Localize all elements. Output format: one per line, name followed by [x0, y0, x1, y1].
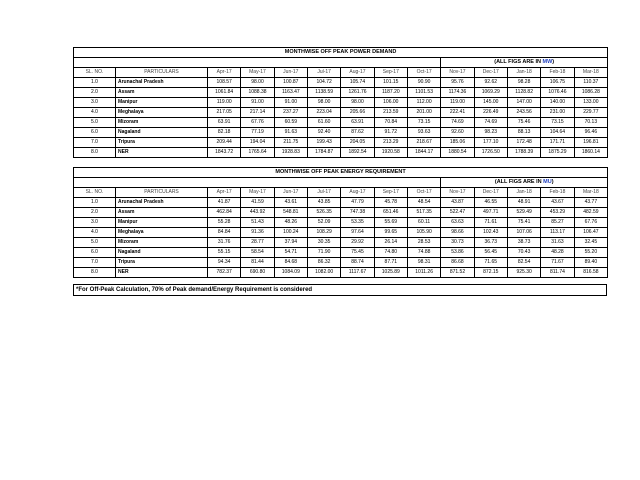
header-sl-no: SL. NO. — [74, 188, 116, 198]
header-month: Mar-18 — [574, 188, 608, 198]
units-suffix: ) — [551, 179, 554, 185]
value-cell: 147.00 — [507, 98, 540, 108]
sl-no-cell: 2.0 — [74, 88, 116, 98]
value-cell: 48.28 — [541, 248, 574, 258]
value-cell: 55.69 — [374, 218, 407, 228]
table-title: MONTHWISE OFF PEAK ENERGY REQUIREMENT — [74, 168, 608, 178]
value-cell: 213.29 — [374, 138, 407, 148]
table-row — [74, 218, 608, 228]
header-sl-no: SL. NO. — [74, 68, 116, 78]
value-cell: 55.28 — [208, 218, 241, 228]
value-cell: 92.62 — [474, 78, 507, 88]
table-row — [74, 248, 608, 258]
value-cell: 86.68 — [441, 258, 474, 268]
header-month: Jun-17 — [274, 188, 307, 198]
value-cell: 517.35 — [407, 208, 440, 218]
header-month: Feb-18 — [541, 68, 574, 78]
value-cell: 108.57 — [208, 78, 241, 88]
sl-no-cell: 3.0 — [74, 218, 116, 228]
value-cell: 53.86 — [441, 248, 474, 258]
header-month: Apr-17 — [208, 188, 241, 198]
value-cell: 60.11 — [407, 218, 440, 228]
value-cell: 213.59 — [374, 108, 407, 118]
sl-no-cell: 4.0 — [74, 108, 116, 118]
value-cell: 185.06 — [441, 138, 474, 148]
value-cell: 91.63 — [274, 128, 307, 138]
value-cell: 1128.82 — [507, 88, 540, 98]
value-cell: 54.71 — [274, 248, 307, 258]
value-cell: 43.67 — [541, 198, 574, 208]
value-cell: 71.65 — [474, 258, 507, 268]
header-month: Jun-17 — [274, 68, 307, 78]
header-month: Jan-18 — [507, 188, 540, 198]
value-cell: 30.35 — [307, 238, 340, 248]
sl-no-cell: 4.0 — [74, 228, 116, 238]
value-cell: 1086.28 — [574, 88, 607, 98]
value-cell: 74.80 — [374, 248, 407, 258]
state-name-cell: Arunachal Pradesh — [116, 78, 208, 88]
value-cell: 526.35 — [307, 208, 340, 218]
units-value: MU — [543, 179, 552, 185]
value-cell: 1892.54 — [341, 148, 374, 158]
table-row — [74, 198, 608, 208]
value-cell: 651.46 — [374, 208, 407, 218]
value-cell: 119.00 — [208, 98, 241, 108]
value-cell: 1069.29 — [474, 88, 507, 98]
value-cell: 171.71 — [541, 138, 574, 148]
value-cell: 73.15 — [407, 118, 440, 128]
value-cell: 99.65 — [374, 228, 407, 238]
off-peak-power-demand-table — [73, 47, 608, 158]
header-month: Dec-17 — [474, 68, 507, 78]
value-cell: 48.54 — [407, 198, 440, 208]
value-cell: 85.27 — [541, 218, 574, 228]
header-particulars: PARTICULARS — [116, 68, 208, 78]
value-cell: 105.74 — [341, 78, 374, 88]
value-cell: 104.64 — [541, 128, 574, 138]
value-cell: 90.90 — [407, 78, 440, 88]
header-month: Sep-17 — [374, 188, 407, 198]
value-cell: 91.72 — [374, 128, 407, 138]
value-cell: 102.43 — [474, 228, 507, 238]
value-cell: 86.32 — [307, 258, 340, 268]
value-cell: 41.87 — [208, 198, 241, 208]
table-row — [74, 98, 608, 108]
value-cell: 87.62 — [341, 128, 374, 138]
value-cell: 243.56 — [507, 108, 540, 118]
value-cell: 1844.17 — [407, 148, 440, 158]
value-cell: 925.30 — [507, 268, 540, 278]
value-cell: 37.94 — [274, 238, 307, 248]
value-cell: 816.58 — [574, 268, 608, 278]
state-name-cell: Mizoram — [116, 118, 208, 128]
table-row — [74, 118, 608, 128]
units-spacer — [74, 58, 441, 68]
value-cell: 690.80 — [241, 268, 274, 278]
value-cell: 231.00 — [541, 108, 574, 118]
value-cell: 782.37 — [208, 268, 241, 278]
state-name-cell: Arunachal Pradesh — [116, 198, 208, 208]
value-cell: 1025.89 — [374, 268, 407, 278]
value-cell: 31.63 — [541, 238, 574, 248]
value-cell: 209.44 — [208, 138, 241, 148]
value-cell: 1187.20 — [374, 88, 407, 98]
sl-no-cell: 7.0 — [74, 138, 116, 148]
value-cell: 71.90 — [307, 248, 340, 258]
value-cell: 96.46 — [574, 128, 607, 138]
value-cell: 119.00 — [441, 98, 474, 108]
table-row — [74, 268, 608, 278]
header-month: May-17 — [241, 68, 274, 78]
value-cell: 1784.87 — [307, 148, 340, 158]
value-cell: 95.76 — [441, 78, 474, 88]
value-cell: 237.27 — [274, 108, 307, 118]
value-cell: 196.81 — [574, 138, 607, 148]
column-header-row — [74, 68, 608, 78]
value-cell: 872.15 — [474, 268, 507, 278]
value-cell: 105.90 — [407, 228, 440, 238]
value-cell: 443.92 — [241, 208, 274, 218]
table-row — [74, 148, 608, 158]
value-cell: 60.59 — [274, 118, 307, 128]
state-name-cell: Nagaland — [116, 128, 208, 138]
value-cell: 41.59 — [241, 198, 274, 208]
header-particulars: PARTICULARS — [116, 188, 208, 198]
value-cell: 223.04 — [307, 108, 340, 118]
value-cell: 93.63 — [407, 128, 440, 138]
value-cell: 98.23 — [474, 128, 507, 138]
value-cell: 462.84 — [208, 208, 241, 218]
value-cell: 51.43 — [241, 218, 274, 228]
value-cell: 112.00 — [407, 98, 440, 108]
value-cell: 87.71 — [374, 258, 407, 268]
sl-no-cell: 3.0 — [74, 98, 116, 108]
table-row — [74, 78, 608, 88]
value-cell: 48.91 — [507, 198, 540, 208]
value-cell: 205.66 — [341, 108, 374, 118]
value-cell: 529.49 — [507, 208, 540, 218]
value-cell: 172.48 — [507, 138, 540, 148]
value-cell: 70.13 — [574, 118, 607, 128]
header-month: Jul-17 — [307, 188, 340, 198]
value-cell: 77.19 — [241, 128, 274, 138]
value-cell: 82.18 — [208, 128, 241, 138]
value-cell: 453.29 — [541, 208, 574, 218]
state-name-cell: Meghalaya — [116, 108, 208, 118]
header-month: Jul-17 — [307, 68, 340, 78]
value-cell: 31.76 — [208, 238, 241, 248]
value-cell: 56.45 — [474, 248, 507, 258]
value-cell: 747.38 — [341, 208, 374, 218]
value-cell: 98.00 — [307, 98, 340, 108]
value-cell: 218.67 — [407, 138, 440, 148]
value-cell: 194.04 — [241, 138, 274, 148]
sl-no-cell: 6.0 — [74, 248, 116, 258]
value-cell: 55.15 — [208, 248, 241, 258]
table-title: MONTHWISE OFF PEAK POWER DEMAND — [74, 48, 608, 58]
value-cell: 1843.72 — [208, 148, 241, 158]
units-note — [441, 178, 608, 188]
sl-no-cell: 1.0 — [74, 198, 116, 208]
value-cell: 140.00 — [541, 98, 574, 108]
value-cell: 1061.84 — [208, 88, 241, 98]
value-cell: 1088.38 — [241, 88, 274, 98]
state-name-cell: NER — [116, 268, 208, 278]
value-cell: 222.41 — [441, 108, 474, 118]
value-cell: 229.77 — [574, 108, 607, 118]
units-prefix: (ALL FIGS ARE IN — [494, 179, 544, 185]
header-month: Dec-17 — [474, 188, 507, 198]
value-cell: 145.00 — [474, 98, 507, 108]
value-cell: 43.61 — [274, 198, 307, 208]
state-name-cell: Tripura — [116, 138, 208, 148]
value-cell: 74.88 — [407, 248, 440, 258]
value-cell: 1117.67 — [341, 268, 374, 278]
value-cell: 201.00 — [407, 108, 440, 118]
units-suffix: ) — [552, 59, 555, 65]
sl-no-cell: 7.0 — [74, 258, 116, 268]
value-cell: 106.47 — [574, 228, 608, 238]
units-prefix: (ALL FIGS ARE IN — [494, 59, 543, 65]
sl-no-cell: 8.0 — [74, 268, 116, 278]
value-cell: 43.85 — [307, 198, 340, 208]
state-name-cell: Tripura — [116, 258, 208, 268]
value-cell: 1163.47 — [274, 88, 307, 98]
value-cell: 98.28 — [507, 78, 540, 88]
value-cell: 32.45 — [574, 238, 608, 248]
value-cell: 871.52 — [441, 268, 474, 278]
value-cell: 1261.76 — [341, 88, 374, 98]
header-month: May-17 — [241, 188, 274, 198]
header-month: Nov-17 — [441, 188, 474, 198]
value-cell: 110.37 — [574, 78, 607, 88]
value-cell: 70.84 — [374, 118, 407, 128]
value-cell: 70.43 — [507, 248, 540, 258]
units-row — [74, 178, 608, 188]
value-cell: 67.76 — [241, 118, 274, 128]
value-cell: 63.63 — [441, 218, 474, 228]
sl-no-cell: 5.0 — [74, 238, 116, 248]
table-row — [74, 108, 608, 118]
value-cell: 217.14 — [241, 108, 274, 118]
value-cell: 55.20 — [574, 248, 608, 258]
header-month: Aug-17 — [341, 68, 374, 78]
value-cell: 91.36 — [241, 228, 274, 238]
value-cell: 204.05 — [341, 138, 374, 148]
header-month: Jan-18 — [507, 68, 540, 78]
value-cell: 1076.46 — [541, 88, 574, 98]
table-row — [74, 88, 608, 98]
value-cell: 217.05 — [208, 108, 241, 118]
value-cell: 58.54 — [241, 248, 274, 258]
value-cell: 522.47 — [441, 208, 474, 218]
units-spacer — [74, 178, 441, 188]
value-cell: 91.00 — [274, 98, 307, 108]
value-cell: 30.73 — [441, 238, 474, 248]
value-cell: 1875.29 — [541, 148, 574, 158]
calculation-note: *For Off-Peak Calculation, 70% of Peak demand/Energy Requirement is considered — [73, 284, 607, 296]
value-cell: 1726.50 — [474, 148, 507, 158]
value-cell: 28.53 — [407, 238, 440, 248]
value-cell: 73.15 — [541, 118, 574, 128]
value-cell: 63.91 — [208, 118, 241, 128]
value-cell: 226.49 — [474, 108, 507, 118]
value-cell: 497.71 — [474, 208, 507, 218]
value-cell: 84.68 — [274, 258, 307, 268]
value-cell: 113.17 — [541, 228, 574, 238]
value-cell: 71.61 — [474, 218, 507, 228]
table-row — [74, 208, 608, 218]
value-cell: 63.91 — [341, 118, 374, 128]
value-cell: 89.40 — [574, 258, 608, 268]
header-month: Oct-17 — [407, 68, 440, 78]
table-row — [74, 228, 608, 238]
header-month: Aug-17 — [341, 188, 374, 198]
value-cell: 133.00 — [574, 98, 607, 108]
value-cell: 36.73 — [474, 238, 507, 248]
value-cell: 43.87 — [441, 198, 474, 208]
value-cell: 29.92 — [341, 238, 374, 248]
sl-no-cell: 6.0 — [74, 128, 116, 138]
value-cell: 98.31 — [407, 258, 440, 268]
table-row — [74, 258, 608, 268]
value-cell: 53.35 — [341, 218, 374, 228]
value-cell: 97.64 — [341, 228, 374, 238]
table-row — [74, 128, 608, 138]
sl-no-cell: 8.0 — [74, 148, 116, 158]
value-cell: 98.00 — [341, 98, 374, 108]
value-cell: 211.75 — [274, 138, 307, 148]
units-value: MW — [542, 59, 553, 65]
value-cell: 75.46 — [507, 118, 540, 128]
header-month: Oct-17 — [407, 188, 440, 198]
column-header-row — [74, 188, 608, 198]
value-cell: 106.75 — [541, 78, 574, 88]
value-cell: 1765.64 — [241, 148, 274, 158]
value-cell: 67.76 — [574, 218, 608, 228]
value-cell: 104.72 — [307, 78, 340, 88]
value-cell: 108.29 — [307, 228, 340, 238]
value-cell: 88.13 — [507, 128, 540, 138]
value-cell: 100.24 — [274, 228, 307, 238]
sl-no-cell: 1.0 — [74, 78, 116, 88]
value-cell: 548.81 — [274, 208, 307, 218]
value-cell: 75.45 — [341, 248, 374, 258]
header-month: Sep-17 — [374, 68, 407, 78]
state-name-cell: Manipur — [116, 218, 208, 228]
value-cell: 101.15 — [374, 78, 407, 88]
state-name-cell: Assam — [116, 208, 208, 218]
table-row — [74, 238, 608, 248]
state-name-cell: NER — [116, 148, 208, 158]
value-cell: 46.55 — [474, 198, 507, 208]
value-cell: 52.09 — [307, 218, 340, 228]
value-cell: 82.54 — [507, 258, 540, 268]
value-cell: 88.74 — [341, 258, 374, 268]
value-cell: 1880.54 — [441, 148, 474, 158]
value-cell: 91.00 — [241, 98, 274, 108]
value-cell: 48.26 — [274, 218, 307, 228]
state-name-cell: Meghalaya — [116, 228, 208, 238]
header-month: Nov-17 — [441, 68, 474, 78]
value-cell: 1788.39 — [507, 148, 540, 158]
state-name-cell: Mizoram — [116, 238, 208, 248]
value-cell: 61.60 — [307, 118, 340, 128]
value-cell: 106.00 — [374, 98, 407, 108]
value-cell: 1101.53 — [407, 88, 440, 98]
value-cell: 1860.14 — [574, 148, 607, 158]
value-cell: 100.87 — [274, 78, 307, 88]
value-cell: 1920.58 — [374, 148, 407, 158]
value-cell: 74.69 — [474, 118, 507, 128]
value-cell: 71.67 — [541, 258, 574, 268]
sl-no-cell: 5.0 — [74, 118, 116, 128]
value-cell: 177.10 — [474, 138, 507, 148]
state-name-cell: Nagaland — [116, 248, 208, 258]
value-cell: 92.60 — [441, 128, 474, 138]
table-title-row — [74, 168, 608, 178]
value-cell: 1174.36 — [441, 88, 474, 98]
state-name-cell: Manipur — [116, 98, 208, 108]
table-title-row — [74, 48, 608, 58]
value-cell: 92.40 — [307, 128, 340, 138]
header-month: Mar-18 — [574, 68, 607, 78]
state-name-cell: Assam — [116, 88, 208, 98]
sl-no-cell: 2.0 — [74, 208, 116, 218]
value-cell: 28.77 — [241, 238, 274, 248]
value-cell: 98.00 — [241, 78, 274, 88]
units-note — [441, 58, 608, 68]
value-cell: 107.06 — [507, 228, 540, 238]
value-cell: 43.77 — [574, 198, 608, 208]
value-cell: 1928.83 — [274, 148, 307, 158]
value-cell: 84.84 — [208, 228, 241, 238]
header-month: Feb-18 — [541, 188, 574, 198]
header-month: Apr-17 — [208, 68, 241, 78]
value-cell: 482.59 — [574, 208, 608, 218]
value-cell: 199.43 — [307, 138, 340, 148]
value-cell: 1082.00 — [307, 268, 340, 278]
value-cell: 74.69 — [441, 118, 474, 128]
units-row — [74, 58, 608, 68]
value-cell: 26.14 — [374, 238, 407, 248]
value-cell: 1011.26 — [407, 268, 440, 278]
value-cell: 38.73 — [507, 238, 540, 248]
value-cell: 45.78 — [374, 198, 407, 208]
value-cell: 81.44 — [241, 258, 274, 268]
value-cell: 47.79 — [341, 198, 374, 208]
value-cell: 94.34 — [208, 258, 241, 268]
value-cell: 811.74 — [541, 268, 574, 278]
off-peak-energy-requirement-table — [73, 167, 608, 278]
value-cell: 75.41 — [507, 218, 540, 228]
value-cell: 1138.59 — [307, 88, 340, 98]
table-row — [74, 138, 608, 148]
value-cell: 98.66 — [441, 228, 474, 238]
value-cell: 1084.09 — [274, 268, 307, 278]
